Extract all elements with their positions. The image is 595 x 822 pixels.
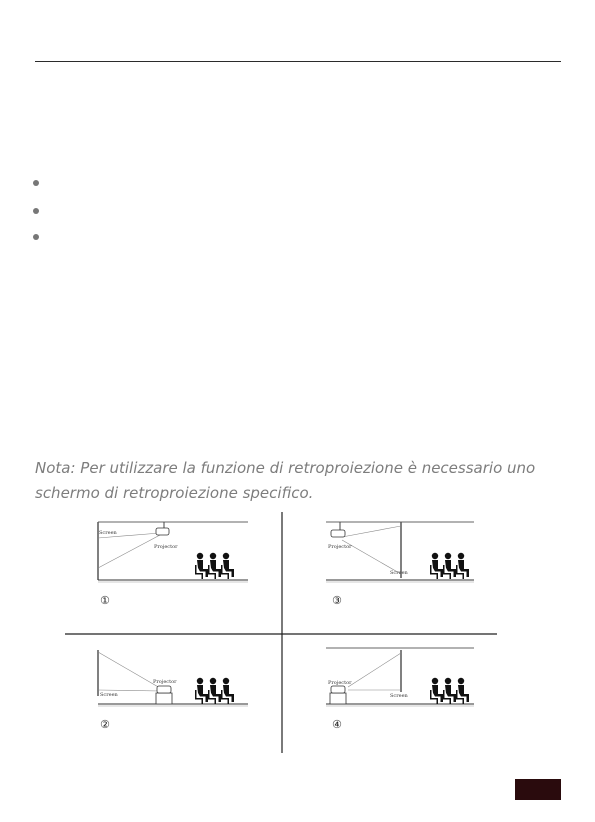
list-bullet [33, 180, 39, 186]
panel-marker: ① [100, 594, 110, 607]
note-line-2: schermo di retroproiezione specifico. [35, 484, 314, 502]
screen-label: Screen [390, 570, 408, 576]
list-bullet [33, 234, 39, 240]
panel-marker: ④ [332, 718, 342, 731]
screen-label: Screen [390, 693, 408, 699]
panel-marker: ② [100, 718, 110, 731]
projection-modes-diagram [60, 510, 505, 755]
panel-front-ceiling [98, 522, 248, 607]
projector-label: Projector [328, 544, 352, 550]
panel-rear-ceiling [326, 522, 474, 607]
screen-label: Screen [100, 692, 118, 698]
screen-label: Screen [99, 530, 117, 536]
rear-projection-note [35, 456, 555, 506]
panel-marker: ③ [332, 594, 342, 607]
panel-front-desktop [98, 650, 248, 731]
projector-label: Projector [153, 679, 177, 685]
projector-label: Projector [328, 680, 352, 686]
note-line-1: Nota: Per utilizzare la funzione di retroproiezione è necessario uno [35, 459, 536, 477]
panel-rear-desktop [326, 648, 474, 731]
page-number-tab [515, 779, 561, 800]
projector-label: Projector [154, 544, 178, 550]
header-rule [35, 61, 561, 62]
list-bullet [33, 208, 39, 214]
